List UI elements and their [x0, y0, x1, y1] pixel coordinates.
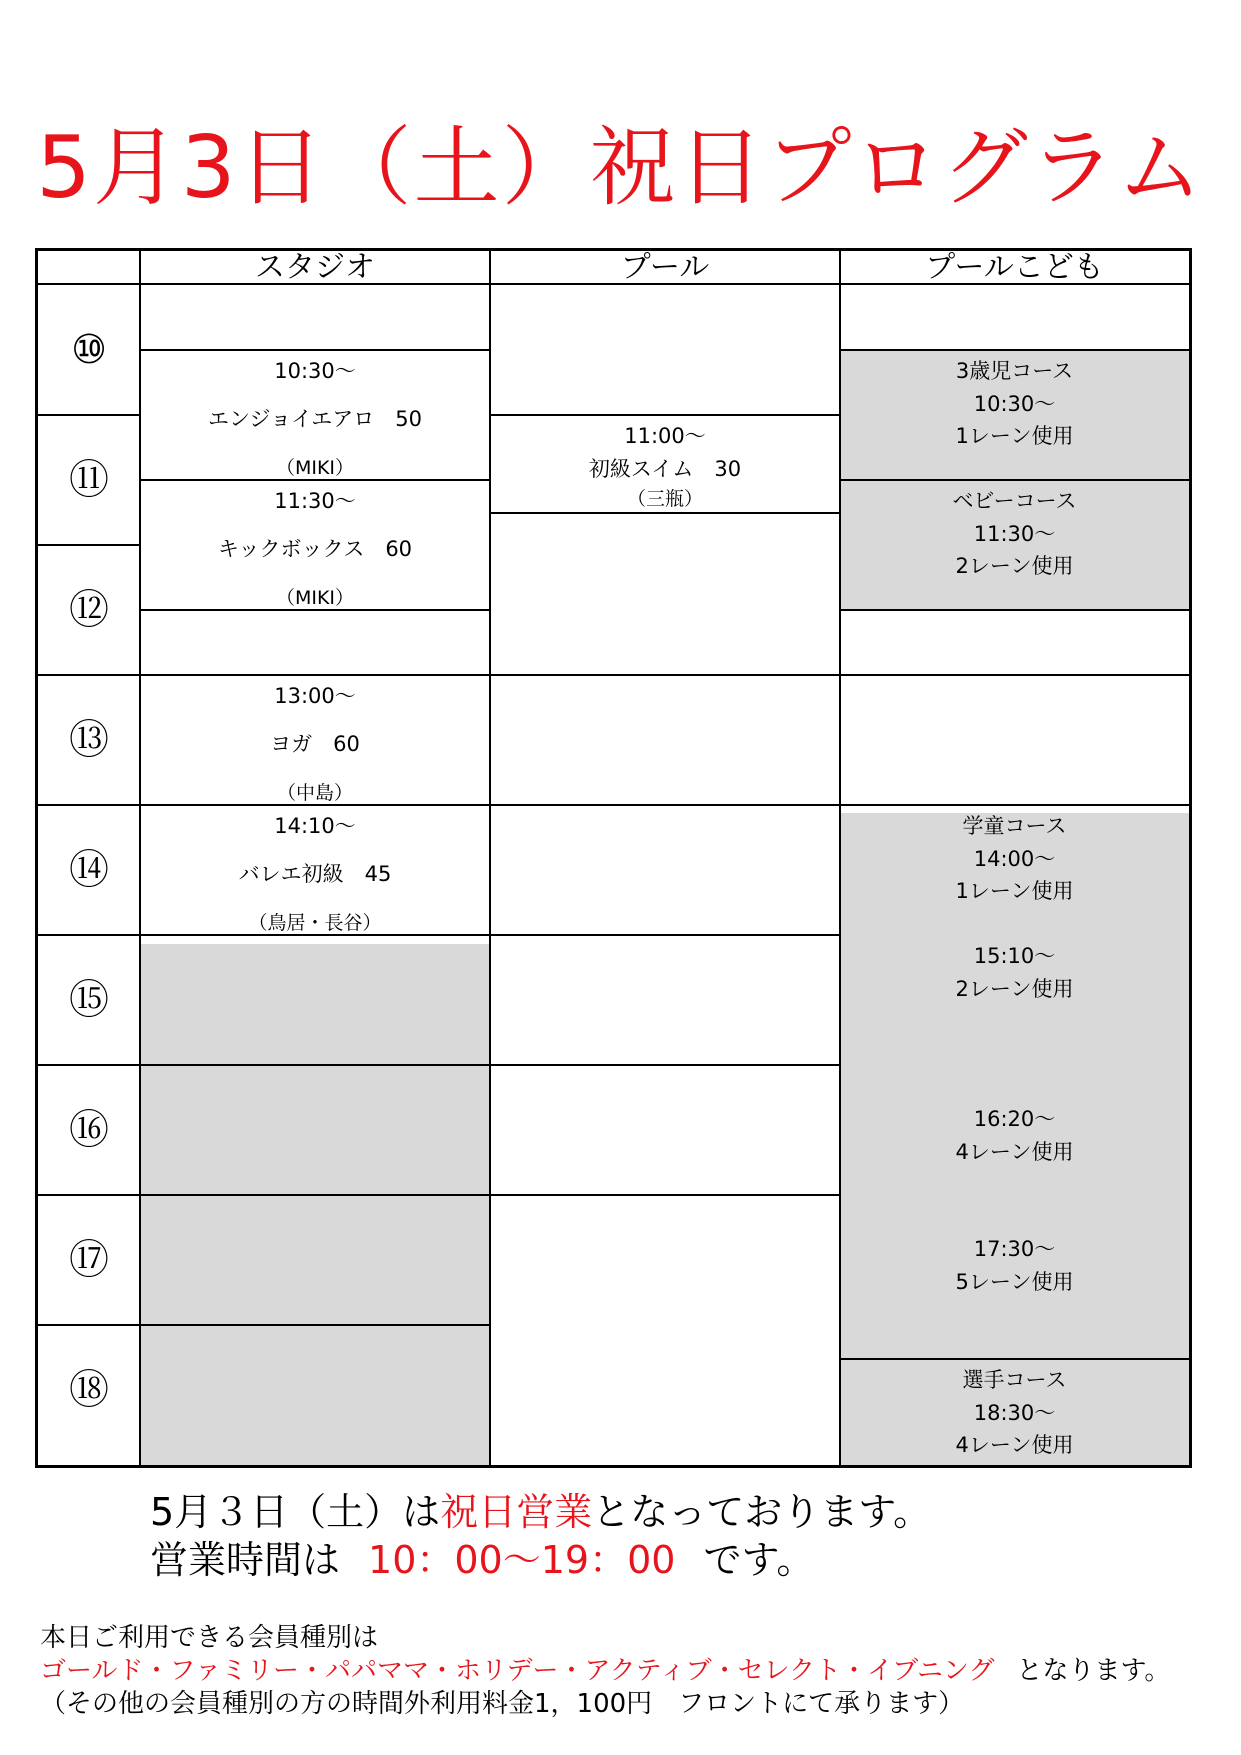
divider [490, 934, 840, 936]
hour-12: ⑫ [69, 587, 109, 633]
class-time: 14:10～ [274, 814, 356, 838]
class-name: キックボックス 60 [217, 537, 413, 561]
studio-closed-block [140, 944, 490, 1465]
course-time: 17:30～ [973, 1237, 1056, 1261]
course-lanes: 5レーン使用 [955, 1270, 1074, 1294]
kids-course [840, 1360, 1189, 1465]
divider [38, 804, 140, 806]
hour-16: ⑯ [69, 1107, 109, 1153]
course-name: ベビーコース [952, 489, 1077, 513]
divider [490, 1064, 840, 1066]
class-time: 10:30～ [274, 359, 356, 383]
divider [140, 1064, 490, 1066]
course-lanes: 1レーン使用 [955, 879, 1074, 903]
header-kids: プールこども [840, 251, 1189, 285]
class-instructor: （MIKI） [275, 587, 355, 609]
studio-class [140, 351, 490, 479]
header-pool: プール [490, 251, 840, 285]
divider [840, 609, 1189, 611]
class-instructor: （鳥居・長谷） [248, 912, 382, 934]
kids-course [840, 481, 1189, 609]
course-time: 18:30～ [973, 1401, 1056, 1425]
divider [490, 804, 840, 806]
footer-line-2 [40, 1655, 1170, 1688]
class-instructor: （中島） [276, 782, 353, 804]
class-time: 13:00～ [274, 684, 356, 708]
divider [490, 1194, 840, 1196]
kids-course [840, 1099, 1189, 1179]
kids-course [840, 936, 1189, 1016]
notice-line-1 [150, 1488, 931, 1536]
course-name: 3歳児コース [955, 359, 1074, 383]
course-lanes: 2レーン使用 [955, 554, 1074, 578]
hour-14: ⑭ [69, 847, 109, 893]
class-name: ヨガ 60 [270, 732, 360, 756]
divider [840, 674, 1189, 676]
notice-text: 営業時間は [150, 1538, 341, 1582]
divider [490, 512, 840, 514]
footer-line-1: 本日ご利用できる会員種別は [40, 1623, 379, 1653]
footer-text: となります。 [1016, 1656, 1171, 1686]
pool-class [490, 416, 840, 512]
hour-18: ⑱ [69, 1367, 109, 1413]
divider [38, 934, 140, 936]
course-name: 選手コース [962, 1368, 1067, 1392]
course-time: 14:00～ [973, 847, 1056, 871]
holiday-label: 祝日営業 [440, 1490, 593, 1534]
divider [38, 1064, 140, 1066]
page-title: 5月3日（土）祝日プログラム [36, 118, 1205, 218]
divider [490, 674, 840, 676]
class-name: バレエ初級 45 [238, 862, 392, 886]
studio-class [140, 806, 490, 934]
class-name: エンジョイエアロ 50 [208, 407, 422, 431]
course-time: 16:20～ [973, 1107, 1056, 1131]
class-name: 初級スイム 30 [588, 457, 742, 481]
hour-17: ⑰ [69, 1237, 109, 1283]
hour-11: ⑪ [69, 457, 109, 503]
business-hours: 10：00～19：00 [368, 1538, 676, 1582]
hour-10: ⑩ [71, 327, 107, 373]
course-time: 15:10～ [973, 944, 1056, 968]
course-name: 学童コース [962, 814, 1067, 838]
notice-text: となっております。 [592, 1490, 932, 1534]
member-types: ゴールド・ファミリー・パパママ・ホリデー・アクティブ・セレクト・イブニング [40, 1656, 995, 1686]
divider [38, 544, 140, 546]
divider [38, 1194, 140, 1196]
course-lanes: 4レーン使用 [955, 1140, 1074, 1164]
studio-class [140, 676, 490, 804]
footer-line-3: （その他の会員種別の方の時間外利用料金1，100円 フロントにて承ります） [40, 1689, 965, 1719]
divider [38, 674, 140, 676]
divider [38, 1324, 140, 1326]
kids-course [840, 1229, 1189, 1309]
class-time: 11:00～ [624, 424, 706, 448]
kids-course [840, 351, 1189, 479]
class-instructor: （MIKI） [275, 457, 355, 479]
schedule-grid [35, 248, 1192, 1468]
class-instructor: （三瓶） [626, 488, 703, 510]
header-blank [38, 251, 140, 285]
course-lanes: 2レーン使用 [955, 977, 1074, 1001]
kids-course [840, 806, 1189, 926]
divider [140, 1194, 490, 1196]
course-time: 11:30～ [973, 522, 1056, 546]
notice-line-2 [150, 1536, 814, 1584]
divider [140, 1324, 490, 1326]
divider [38, 414, 140, 416]
notice-text: です。 [703, 1538, 815, 1582]
notice-text: 5月３日（土）は [150, 1490, 441, 1534]
class-time: 11:30～ [274, 489, 356, 513]
studio-class [140, 481, 490, 609]
course-lanes: 1レーン使用 [955, 424, 1074, 448]
hour-13: ⑬ [69, 717, 109, 763]
course-lanes: 4レーン使用 [955, 1433, 1074, 1457]
header-studio: スタジオ [140, 251, 490, 285]
hour-15: ⑮ [69, 977, 109, 1023]
course-time: 10:30～ [973, 392, 1056, 416]
